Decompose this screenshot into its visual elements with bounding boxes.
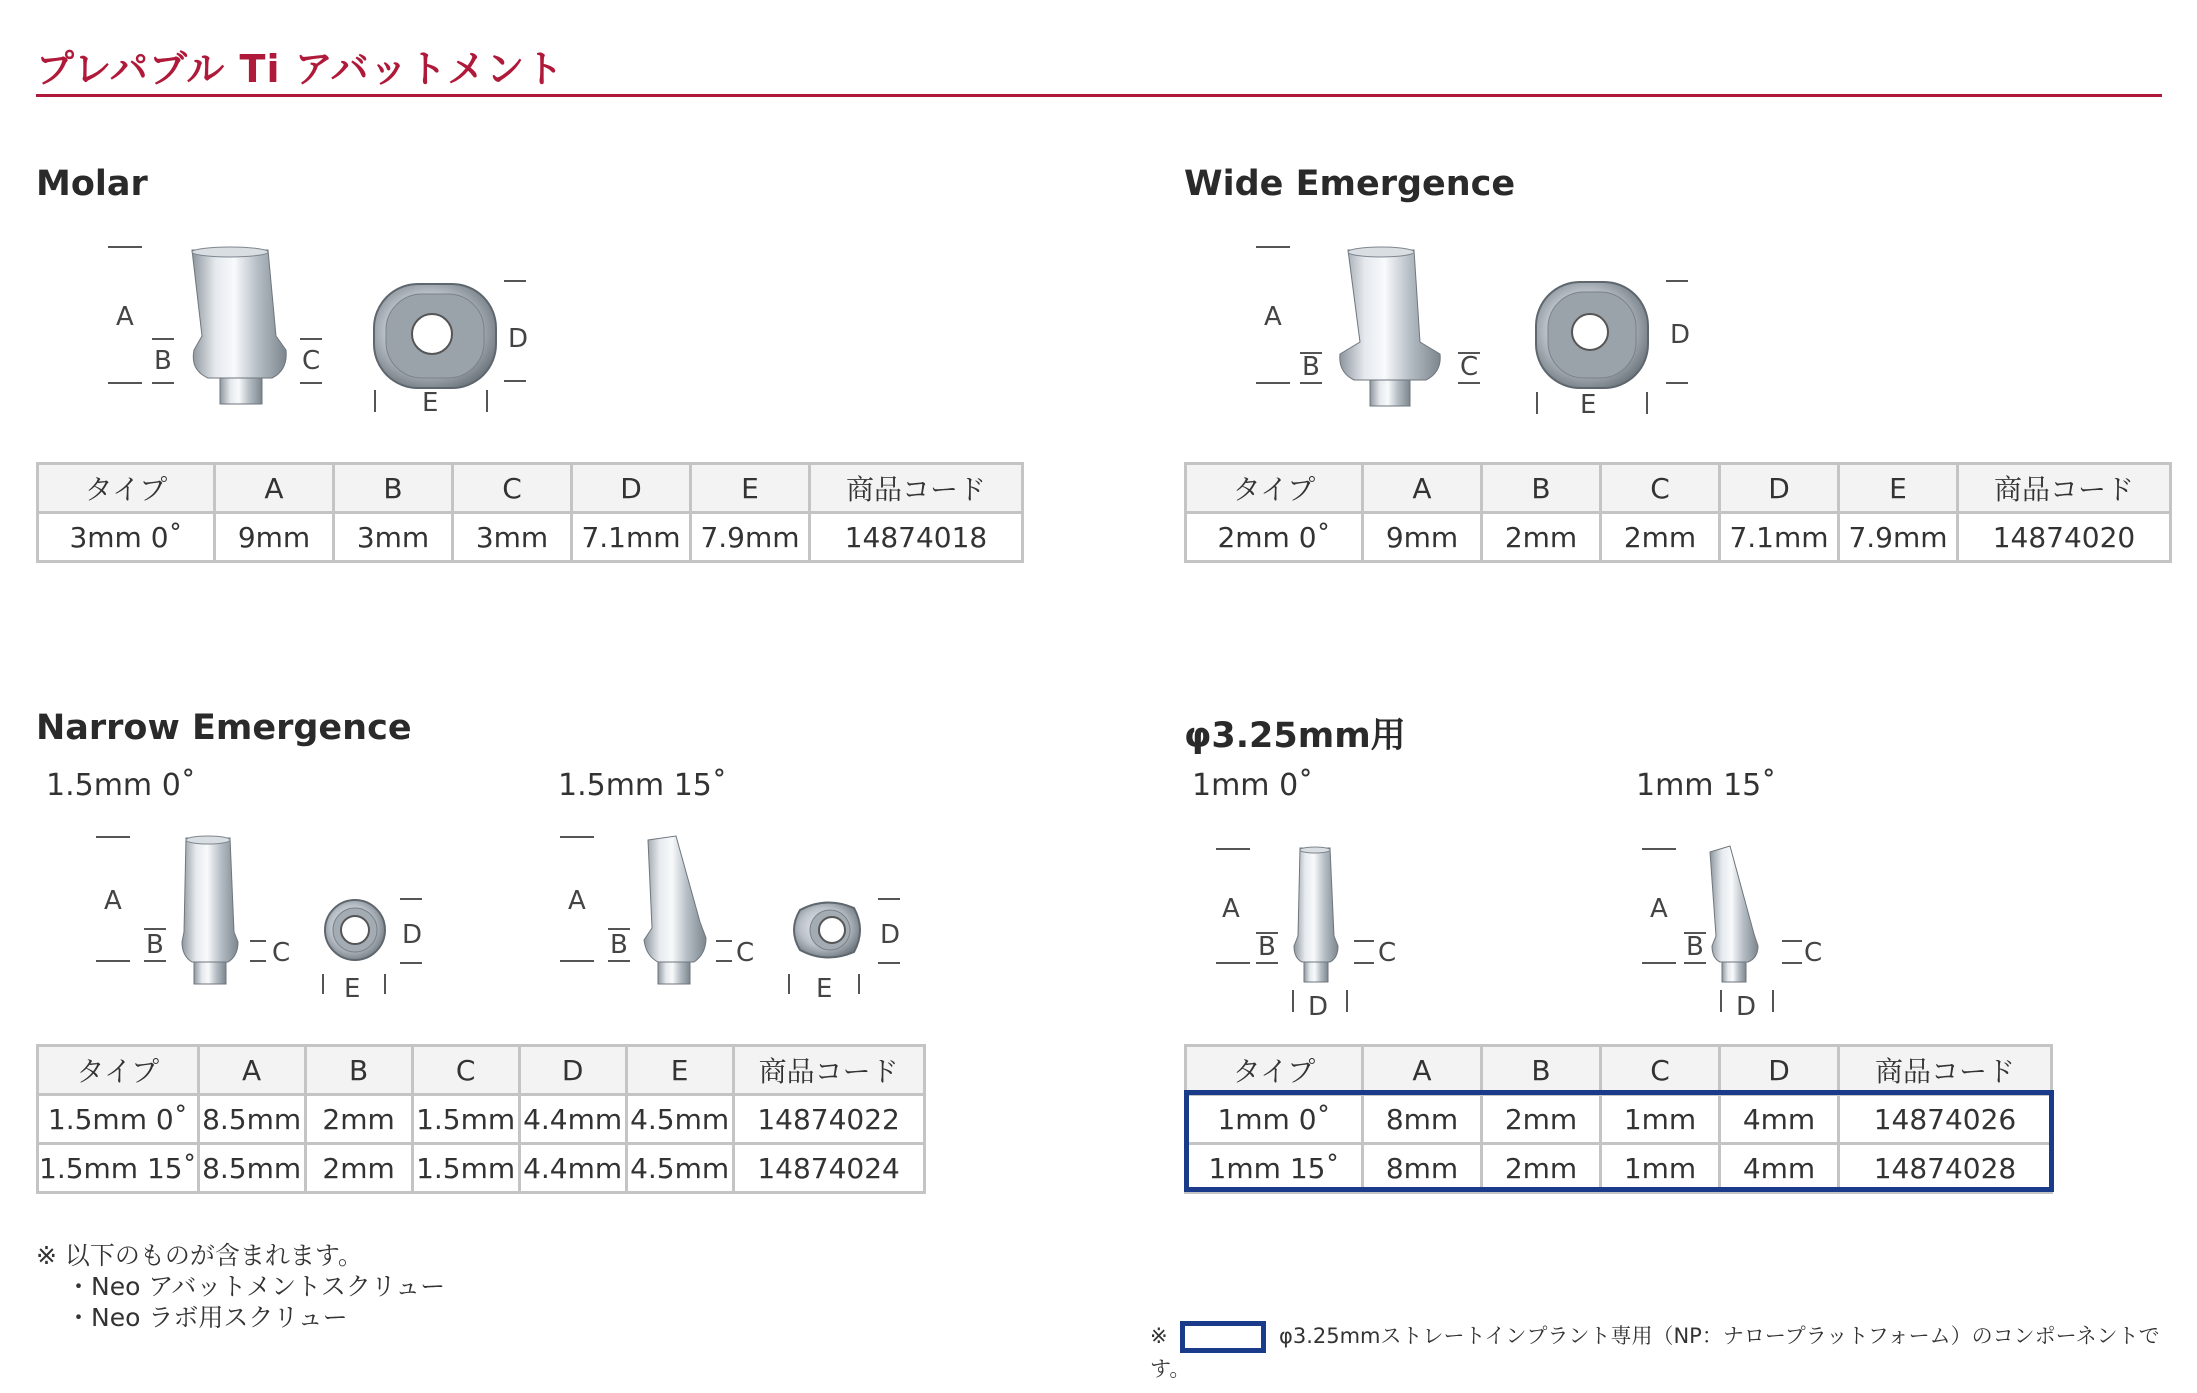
table-cell: 3mm	[453, 513, 572, 562]
table-cell: 14874028	[1839, 1144, 2052, 1193]
dim-label-a: A	[1264, 302, 1282, 332]
dim-label-b: B	[1258, 932, 1276, 962]
table-cell: 1.5mm	[412, 1095, 519, 1144]
footnote-mark: ※	[1150, 1324, 1168, 1348]
dim-label-d: D	[1670, 320, 1691, 350]
dim-line	[1216, 848, 1250, 850]
dim-line	[858, 974, 860, 994]
abutment-angled-top-view-icon	[786, 898, 866, 962]
table-cell: 8mm	[1363, 1095, 1482, 1144]
table-header-row	[38, 464, 1023, 513]
table-header-cell: タイプ	[38, 1046, 199, 1095]
table-header-cell: A	[215, 464, 334, 513]
table-header-cell: C	[453, 464, 572, 513]
dim-label-c: C	[736, 938, 755, 968]
subtitle-phi-0deg: 1mm 0˚	[1192, 768, 1314, 803]
table-cell: 8mm	[1363, 1144, 1482, 1193]
dim-line	[1354, 962, 1374, 964]
table-header-cell: A	[1363, 1046, 1482, 1095]
table-cell: 1.5mm 0˚	[38, 1095, 199, 1144]
section-title-molar: Molar	[36, 164, 148, 204]
dim-line	[1346, 990, 1348, 1012]
table-header-cell: E	[1839, 464, 1958, 513]
table-cell: 2mm	[1601, 513, 1720, 562]
dim-label-a: A	[568, 886, 586, 916]
table-header-cell: E	[691, 464, 810, 513]
dim-line	[716, 940, 732, 942]
dim-label-e: E	[1580, 390, 1597, 420]
subtitle-narrow-0deg: 1.5mm 0˚	[46, 768, 196, 803]
abutment-side-view-icon	[1330, 246, 1460, 410]
spec-table-wide	[1184, 462, 2172, 563]
table-cell: 7.9mm	[691, 513, 810, 562]
subtitle-narrow-15deg: 1.5mm 15˚	[558, 768, 727, 803]
dim-line	[1720, 990, 1722, 1012]
dim-line	[300, 382, 322, 384]
legend-highlight-swatch	[1180, 1321, 1266, 1353]
table-cell: 1mm	[1601, 1144, 1720, 1193]
table-header-cell: タイプ	[1186, 464, 1363, 513]
dim-line	[716, 960, 732, 962]
table-cell: 14874018	[810, 513, 1023, 562]
table-row	[1186, 513, 2171, 562]
abutment-angled-side-view-icon	[1702, 844, 1776, 984]
dim-line	[1642, 962, 1676, 964]
table-header-cell: D	[572, 464, 691, 513]
abutment-side-view-icon	[1290, 844, 1344, 984]
table-cell: 9mm	[1363, 513, 1482, 562]
dim-line	[560, 960, 594, 962]
table-cell: 1mm	[1601, 1095, 1720, 1144]
dim-line	[1666, 382, 1688, 384]
dim-label-c: C	[1378, 938, 1397, 968]
table-header-cell: C	[412, 1046, 519, 1095]
dim-label-c: C	[1460, 352, 1479, 382]
table-cell: 4.5mm	[626, 1095, 733, 1144]
dim-line	[1642, 848, 1676, 850]
table-header-cell: E	[626, 1046, 733, 1095]
subtitle-phi-15deg: 1mm 15˚	[1636, 768, 1777, 803]
dim-line	[504, 380, 526, 382]
table-header-cell: C	[1601, 464, 1720, 513]
dim-label-a: A	[1222, 894, 1240, 924]
dim-line	[1782, 940, 1802, 942]
table-cell: 1.5mm 15˚	[38, 1144, 199, 1193]
dim-line	[1666, 280, 1688, 282]
table-header-cell: 商品コード	[733, 1046, 924, 1095]
dim-label-d: D	[402, 920, 423, 950]
dim-label-b: B	[154, 346, 172, 376]
dim-label-b: B	[1302, 352, 1320, 382]
table-cell: 8.5mm	[198, 1144, 305, 1193]
table-row	[38, 1144, 925, 1193]
dim-line	[384, 974, 386, 994]
spec-table-molar	[36, 462, 1024, 563]
spec-table-narrow	[36, 1044, 926, 1194]
page-title: プレパブル Ti アバットメント	[36, 47, 565, 91]
dim-line	[152, 382, 174, 384]
table-cell: 1mm 0˚	[1186, 1095, 1363, 1144]
footnote-text: φ3.25mmストレートインプラント専用（NP：ナロープラットフォーム）のコンポーネントです。	[1150, 1324, 2160, 1381]
table-cell: 4.4mm	[519, 1095, 626, 1144]
abutment-top-view-icon	[322, 898, 388, 962]
table-header-cell: タイプ	[38, 464, 215, 513]
table-header-cell: D	[1720, 1046, 1839, 1095]
table-cell: 2mm	[305, 1095, 412, 1144]
table-cell: 1.5mm	[412, 1144, 519, 1193]
table-row	[38, 513, 1023, 562]
dim-line	[788, 974, 790, 994]
table-cell: 14874024	[733, 1144, 924, 1193]
table-header-cell: D	[1720, 464, 1839, 513]
dim-line	[878, 962, 900, 964]
dim-label-d: D	[508, 324, 529, 354]
table-cell: 14874026	[1839, 1095, 2052, 1144]
abutment-side-view-icon	[180, 834, 242, 986]
table-header-row	[38, 1046, 925, 1095]
np-highlight-box	[1184, 1090, 2054, 1192]
dim-line	[400, 962, 422, 964]
dim-label-a: A	[104, 886, 122, 916]
table-cell: 3mm	[334, 513, 453, 562]
dim-line	[1256, 382, 1290, 384]
section-title-phi325: φ3.25mm用	[1184, 716, 1406, 756]
abutment-angled-side-view-icon	[640, 834, 720, 986]
table-cell: 9mm	[215, 513, 334, 562]
table-cell: 8.5mm	[198, 1095, 305, 1144]
dim-label-d: D	[1736, 992, 1757, 1022]
table-cell: 14874022	[733, 1095, 924, 1144]
dim-label-d: D	[1308, 992, 1329, 1022]
table-header-cell: B	[305, 1046, 412, 1095]
table-cell: 2mm	[305, 1144, 412, 1193]
table-header-row	[1186, 464, 2171, 513]
abutment-side-view-icon	[180, 246, 300, 406]
table-header-cell: B	[1482, 464, 1601, 513]
table-header-cell: B	[334, 464, 453, 513]
dim-line	[1782, 962, 1802, 964]
table-cell: 3mm 0˚	[38, 513, 215, 562]
table-header-cell: 商品コード	[810, 464, 1023, 513]
dim-label-c: C	[1804, 938, 1823, 968]
dim-line	[144, 960, 166, 962]
dim-label-b: B	[1686, 932, 1704, 962]
dim-label-b: B	[146, 930, 164, 960]
table-header-cell: A	[1363, 464, 1482, 513]
dim-label-e: E	[816, 974, 833, 1004]
dim-line	[1216, 962, 1250, 964]
table-cell: 4mm	[1720, 1095, 1839, 1144]
dim-line	[1536, 392, 1538, 414]
dim-label-a: A	[1650, 894, 1668, 924]
title-underline	[36, 94, 2162, 97]
dim-line	[1256, 246, 1290, 248]
abutment-top-view-icon	[372, 282, 498, 390]
note-mark: ※	[36, 1241, 57, 1270]
dim-label-c: C	[302, 346, 321, 376]
table-cell: 1mm 15˚	[1186, 1144, 1363, 1193]
dim-label-c: C	[272, 938, 291, 968]
table-header-cell: タイプ	[1186, 1046, 1363, 1095]
dim-line	[250, 960, 266, 962]
table-header-cell: 商品コード	[1958, 464, 2171, 513]
table-header-row	[1186, 1046, 2052, 1095]
dim-line	[400, 898, 422, 900]
table-cell: 4.4mm	[519, 1144, 626, 1193]
dim-line	[96, 960, 130, 962]
dim-line	[152, 338, 174, 340]
table-cell: 2mm	[1482, 513, 1601, 562]
dim-line	[560, 836, 594, 838]
table-cell: 4mm	[1720, 1144, 1839, 1193]
abutment-top-view-icon	[1534, 280, 1650, 390]
dim-line	[300, 338, 322, 340]
dim-line	[1772, 990, 1774, 1012]
dim-line	[1292, 990, 1294, 1012]
dim-label-b: B	[610, 930, 628, 960]
table-cell: 2mm	[1482, 1144, 1601, 1193]
dim-line	[250, 940, 266, 942]
dim-line	[96, 836, 130, 838]
dim-line	[1354, 940, 1374, 942]
dim-label-d: D	[880, 920, 901, 950]
table-header-cell: A	[198, 1046, 305, 1095]
table-cell: 2mm 0˚	[1186, 513, 1363, 562]
dim-line	[486, 390, 488, 412]
table-cell: 7.9mm	[1839, 513, 1958, 562]
section-title-wide: Wide Emergence	[1184, 164, 1516, 204]
dim-line	[504, 280, 526, 282]
dim-line	[108, 382, 142, 384]
table-row	[38, 1095, 925, 1144]
dim-line	[1458, 382, 1480, 384]
dim-line	[1646, 392, 1648, 414]
dim-line	[878, 898, 900, 900]
dim-line	[322, 974, 324, 994]
note-item: ・Neo ラボ用スクリュー	[66, 1303, 348, 1332]
dim-line	[1256, 962, 1278, 964]
dim-line	[1300, 382, 1322, 384]
note-item: ・Neo アバットメントスクリュー	[66, 1272, 446, 1301]
table-cell: 4.5mm	[626, 1144, 733, 1193]
dim-line	[108, 246, 142, 248]
dim-line	[374, 390, 376, 412]
included-items-note	[36, 1240, 445, 1333]
table-cell: 7.1mm	[1720, 513, 1839, 562]
dim-label-a: A	[116, 302, 134, 332]
footnote	[1150, 1320, 2197, 1383]
table-cell: 14874020	[1958, 513, 2171, 562]
table-cell: 7.1mm	[572, 513, 691, 562]
table-header-cell: B	[1482, 1046, 1601, 1095]
note-line: ※ 以下のものが含まれます。	[36, 1241, 363, 1270]
section-title-narrow: Narrow Emergence	[36, 708, 412, 748]
table-header-cell: D	[519, 1046, 626, 1095]
table-header-cell: C	[1601, 1046, 1720, 1095]
table-header-cell: 商品コード	[1839, 1046, 2052, 1095]
table-cell: 2mm	[1482, 1095, 1601, 1144]
dim-label-e: E	[422, 388, 439, 418]
dim-label-e: E	[344, 974, 361, 1004]
dim-line	[608, 960, 630, 962]
